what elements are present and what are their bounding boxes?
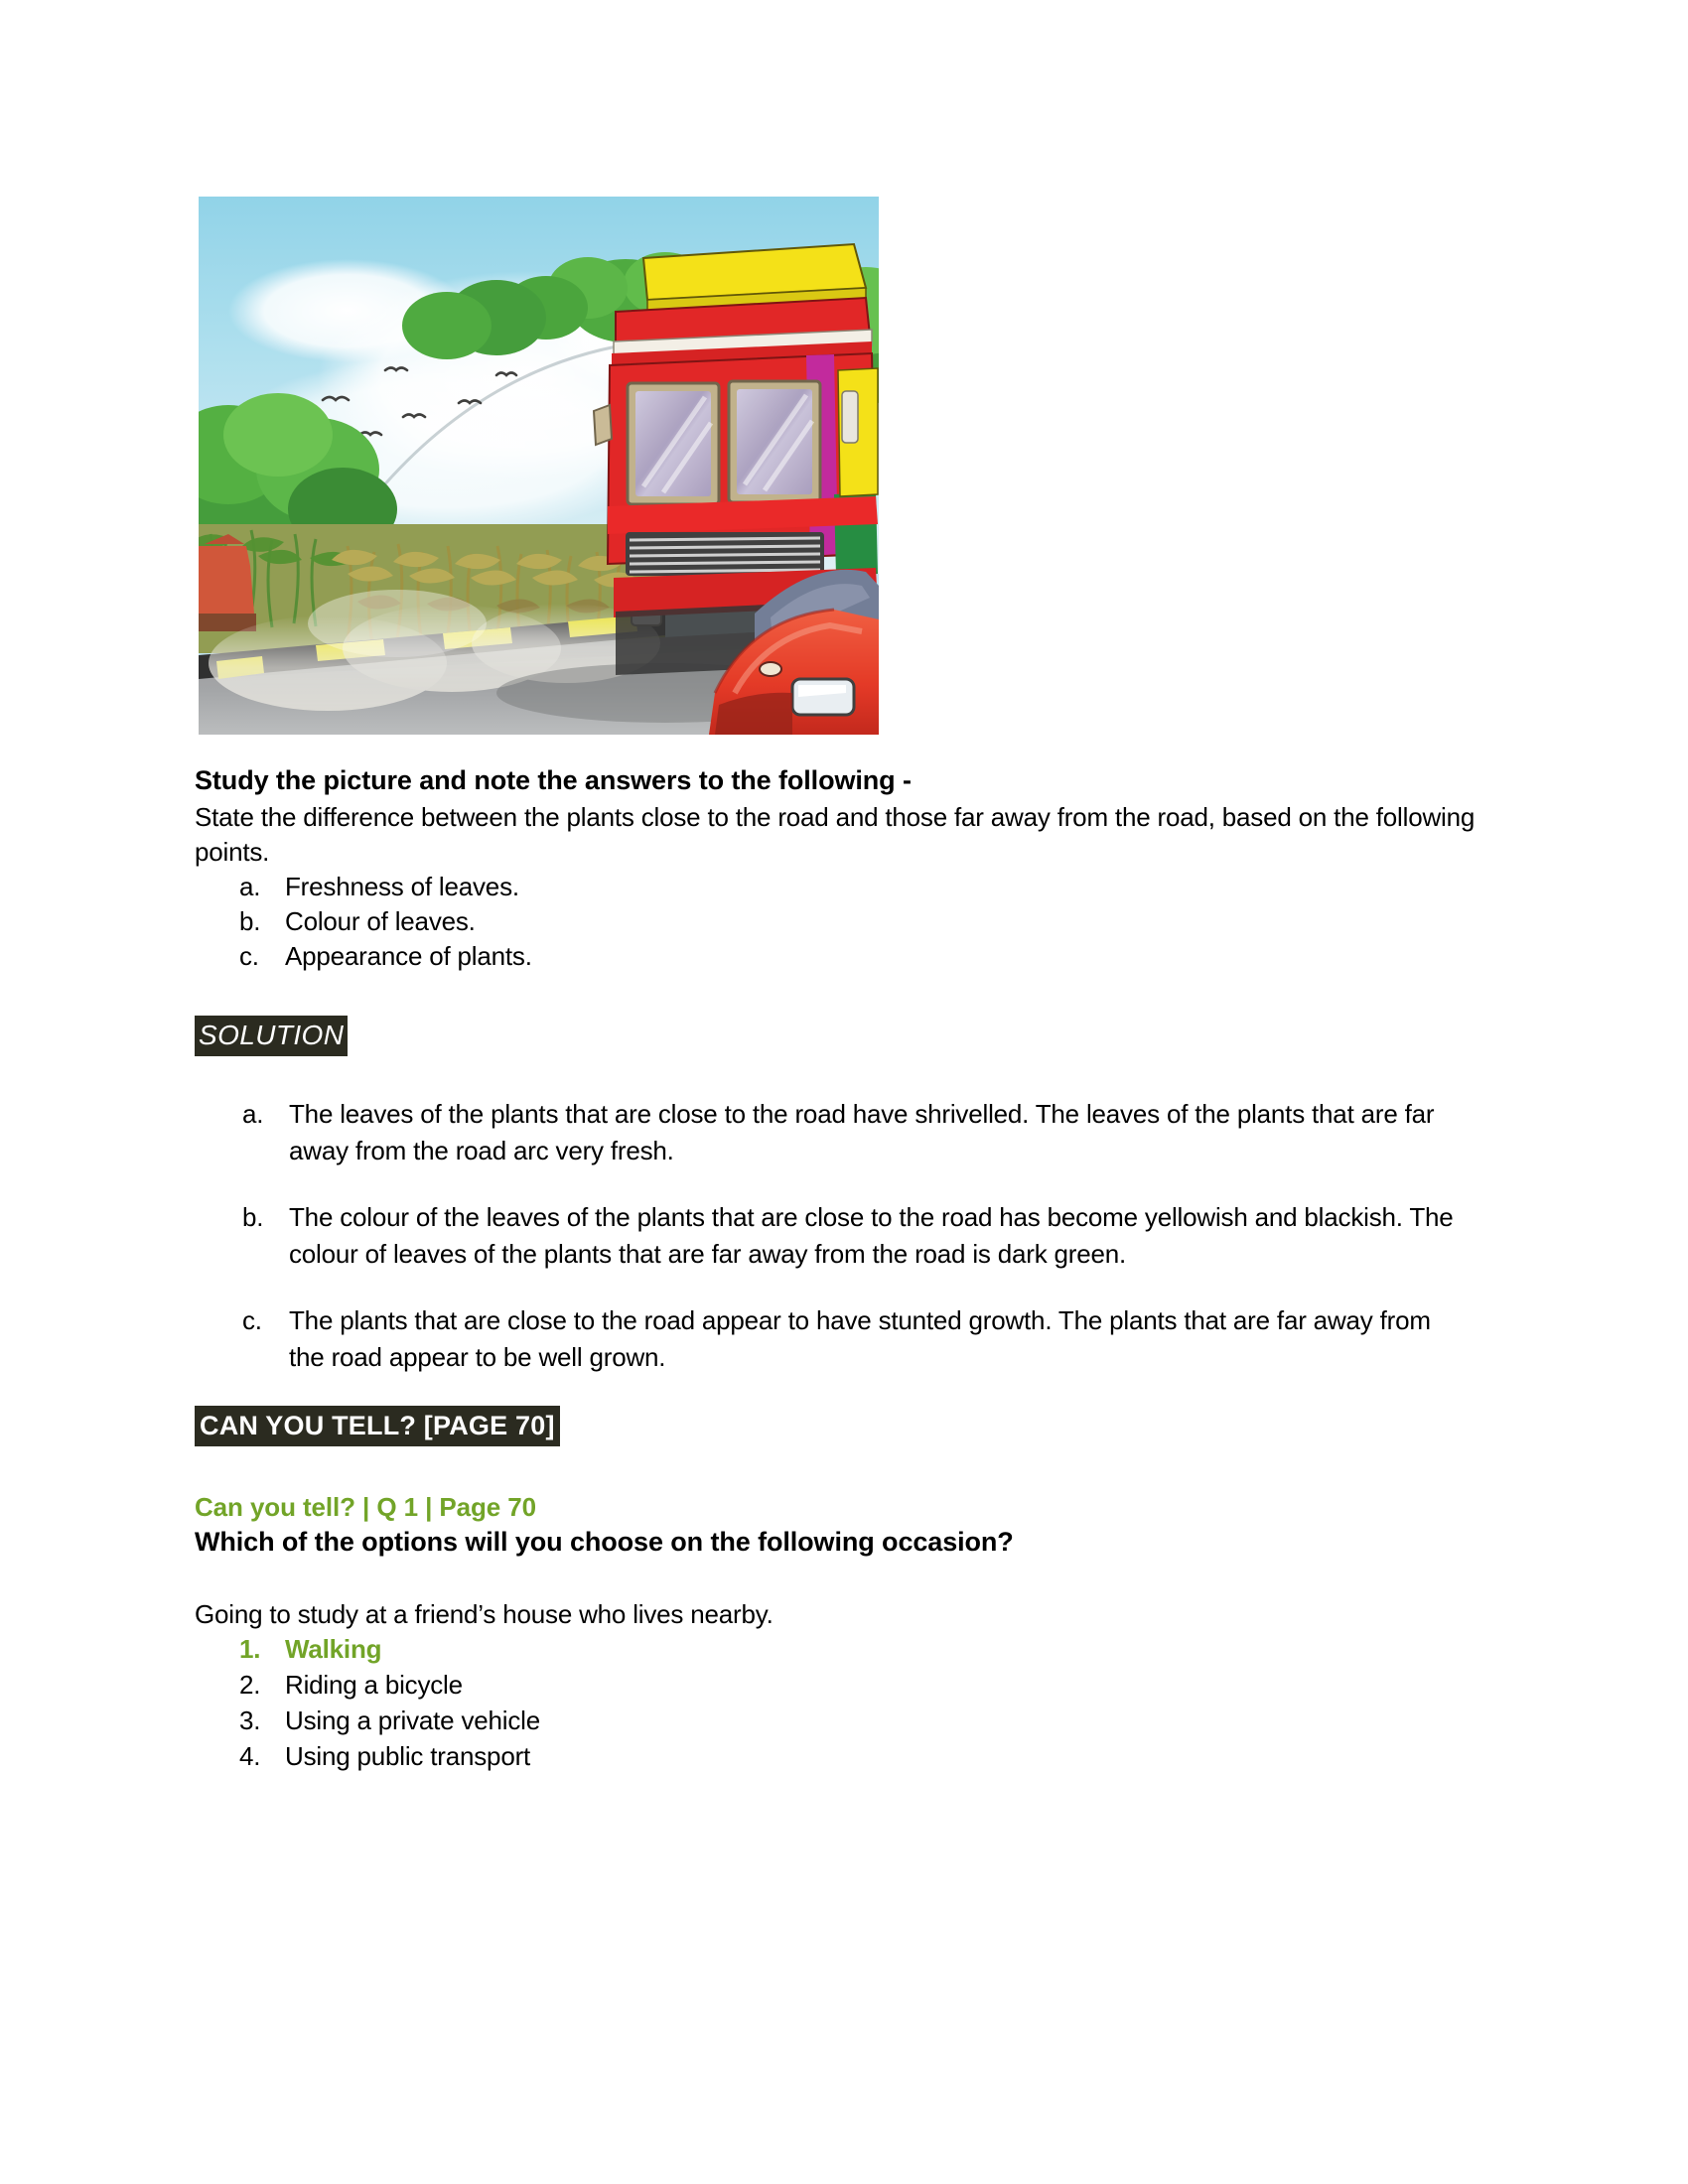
- roadside-pollution-illustration: [199, 197, 879, 735]
- list-marker: b.: [239, 906, 261, 936]
- option-label: Walking: [285, 1634, 382, 1664]
- solution-list: [195, 1096, 1476, 1376]
- list-text: The plants that are close to the road appear to have stunted growth. The plants that are far away from the road appear to be well grown.: [289, 1305, 1431, 1372]
- question-reference-heading: Can you tell? | Q 1 | Page 70: [195, 1492, 536, 1522]
- can-you-tell-banner: CAN YOU TELL? [PAGE 70]: [195, 1406, 560, 1446]
- intro-paragraph: State the difference between the plants close to the road and those far away from the road, based on the following points.: [195, 802, 1476, 867]
- option-item-public-transport[interactable]: [239, 1738, 1476, 1774]
- list-text: The colour of the leaves of the plants that are close to the road has become yellowish and blackish. The colour of leaves of the plants that are far away from the road is dark green.: [289, 1202, 1454, 1269]
- illustration-svg: [199, 197, 879, 735]
- option-marker: 3.: [239, 1706, 261, 1735]
- intro-bold-heading: Study the picture and note the answers to the following -: [195, 765, 912, 795]
- option-marker: 1.: [239, 1634, 261, 1664]
- list-marker: a.: [242, 1099, 264, 1129]
- list-text: The leaves of the plants that are close to the road have shrivelled. The leaves of the plants that are far away from the road arc very fresh.: [289, 1099, 1435, 1165]
- option-item-bicycle[interactable]: [239, 1667, 1476, 1703]
- list-item: [239, 904, 1476, 939]
- occasion-text: Going to study at a friend’s house who lives nearby.: [195, 1599, 774, 1629]
- options-list: [195, 1631, 1476, 1774]
- can-you-tell-section: [195, 1406, 1476, 1446]
- intro-points-list: [195, 870, 1476, 974]
- document-body: [195, 762, 1476, 1774]
- solution-section: [195, 1016, 1476, 1056]
- list-text: Appearance of plants.: [285, 941, 532, 971]
- solution-item: [242, 1096, 1476, 1169]
- option-label: Using public transport: [285, 1741, 531, 1771]
- list-marker: c.: [242, 1305, 262, 1335]
- option-item-walking[interactable]: [239, 1631, 1476, 1667]
- option-label: Riding a bicycle: [285, 1670, 463, 1700]
- list-marker: a.: [239, 872, 261, 901]
- list-marker: b.: [242, 1202, 264, 1232]
- list-item: [239, 870, 1476, 904]
- solution-banner: SOLUTION: [195, 1016, 348, 1056]
- option-label: Using a private vehicle: [285, 1706, 540, 1735]
- list-marker: c.: [239, 941, 259, 971]
- option-marker: 4.: [239, 1741, 261, 1771]
- list-text: Colour of leaves.: [285, 906, 476, 936]
- option-item-private-vehicle[interactable]: [239, 1703, 1476, 1738]
- option-marker: 2.: [239, 1670, 261, 1700]
- solution-item: [242, 1199, 1476, 1273]
- question-text: Which of the options will you choose on the following occasion?: [195, 1527, 1014, 1557]
- list-text: Freshness of leaves.: [285, 872, 519, 901]
- solution-item: [242, 1302, 1476, 1376]
- list-item: [239, 939, 1476, 974]
